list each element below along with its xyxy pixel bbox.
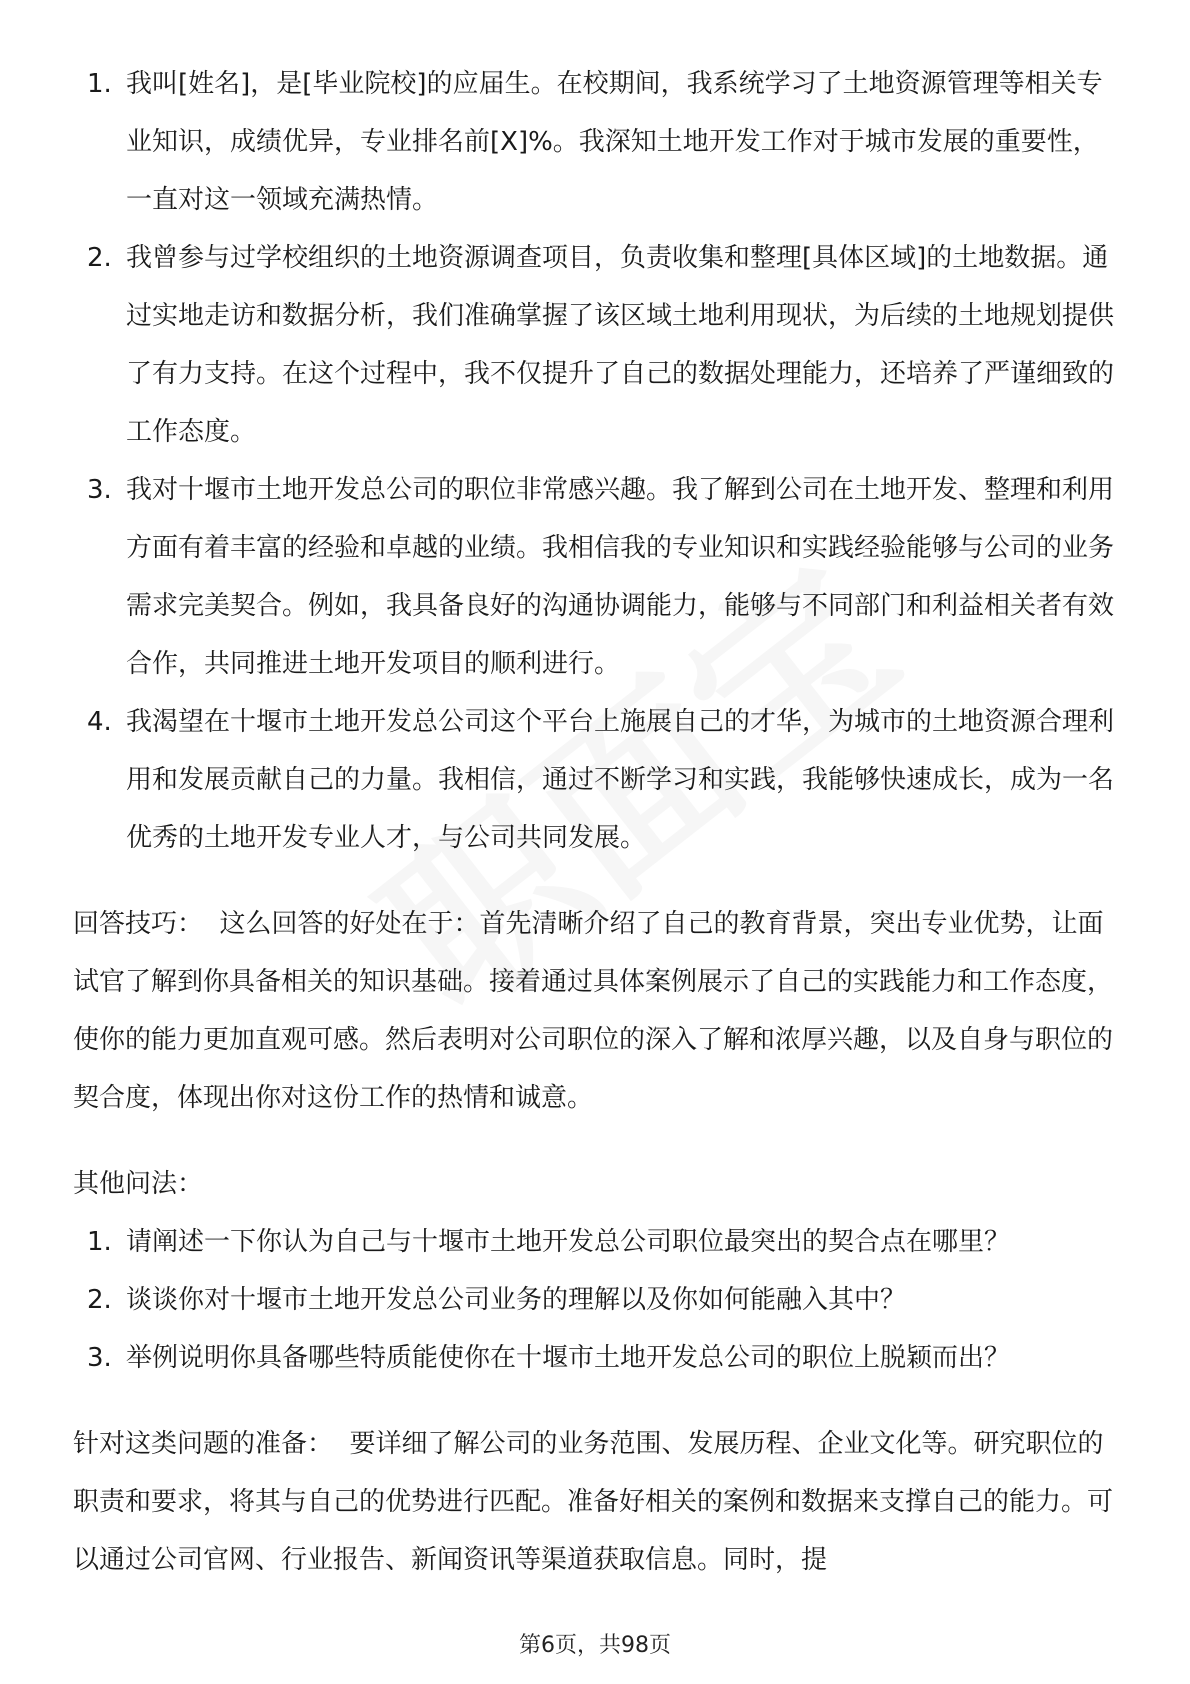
list-number: 2.: [87, 243, 112, 273]
answer-item-1: [73, 55, 1118, 229]
question-text: 请阐述一下你认为自己与十堰市土地开发总公司职位最突出的契合点在哪里？: [126, 1227, 1011, 1257]
answer-list: [73, 55, 1118, 867]
page-number: 第6页，共98页: [519, 1633, 671, 1658]
preparation-text: 要详细了解公司的业务范围、发展历程、企业文化等。研究职位的职责和要求，将其与自己的优势进行匹配。准备好相关的案例和数据来支撑自己的能力。可以通过公司官网、行业报告、新闻资讯等渠道获取信息。同时，提: [73, 1429, 1114, 1575]
tips-label: 回答技巧：: [73, 909, 204, 939]
question-text: 举例说明你具备哪些特质能使你在十堰市土地开发总公司的职位上脱颖而出？: [126, 1343, 1011, 1373]
question-item-1: [73, 1213, 1118, 1271]
preparation-label: 针对这类问题的准备：: [73, 1429, 334, 1459]
question-item-3: [73, 1329, 1118, 1387]
answer-tips: [73, 895, 1118, 1127]
answer-text: 我曾参与过学校组织的土地资源调查项目，负责收集和整理[具体区域]的土地数据。通过实地走访和数据分析，我们准确掌握了该区域土地利用现状，为后续的土地规划提供了有力支持。在这个过程中，我不仅提升了自己的数据处理能力，还培养了严谨细致的工作态度。: [126, 243, 1115, 447]
answer-text: 我对十堰市土地开发总公司的职位非常感兴趣。我了解到公司在土地开发、整理和利用方面有着丰富的经验和卓越的业绩。我相信我的专业知识和实践经验能够与公司的业务需求完美契合。例如，我具备良好的沟通协调能力，能够与不同部门和利益相关者有效合作，共同推进土地开发项目的顺利进行。: [126, 475, 1115, 679]
list-number: 2.: [87, 1285, 112, 1315]
tips-text: 这么回答的好处在于：首先清晰介绍了自己的教育背景，突出专业优势，让面试官了解到你具备相关的知识基础。接着通过具体案例展示了自己的实践能力和工作态度，使你的能力更加直观可感。然后表明对公司职位的深入了解和浓厚兴趣，以及自身与职位的契合度，体现出你对这份工作的热情和诚意。: [73, 909, 1114, 1113]
answer-text: 我叫[姓名]，是[毕业院校]的应届生。在校期间，我系统学习了土地资源管理等相关专业知识，成绩优异，专业排名前[X]%。我深知土地开发工作对于城市发展的重要性，一直对这一领域充满热情。: [126, 69, 1103, 215]
answer-text: 我渴望在十堰市土地开发总公司这个平台上施展自己的才华，为城市的土地资源合理利用和发展贡献自己的力量。我相信，通过不断学习和实践，我能够快速成长，成为一名优秀的土地开发专业人才，与公司共同发展。: [126, 707, 1115, 853]
list-number: 1.: [87, 69, 112, 99]
page-content: [73, 55, 1118, 1589]
answer-item-2: [73, 229, 1118, 461]
question-item-2: [73, 1271, 1118, 1329]
other-questions-list: [73, 1213, 1118, 1387]
list-number: 3.: [87, 1343, 112, 1373]
list-number: 3.: [87, 475, 112, 505]
preparation-section: [73, 1415, 1118, 1589]
answer-item-3: [73, 461, 1118, 693]
answer-item-4: [73, 693, 1118, 867]
list-number: 4.: [87, 707, 112, 737]
other-questions-title: 其他问法：: [73, 1169, 204, 1199]
list-number: 1.: [87, 1227, 112, 1257]
question-text: 谈谈你对十堰市土地开发总公司业务的理解以及你如何能融入其中？: [126, 1285, 907, 1315]
